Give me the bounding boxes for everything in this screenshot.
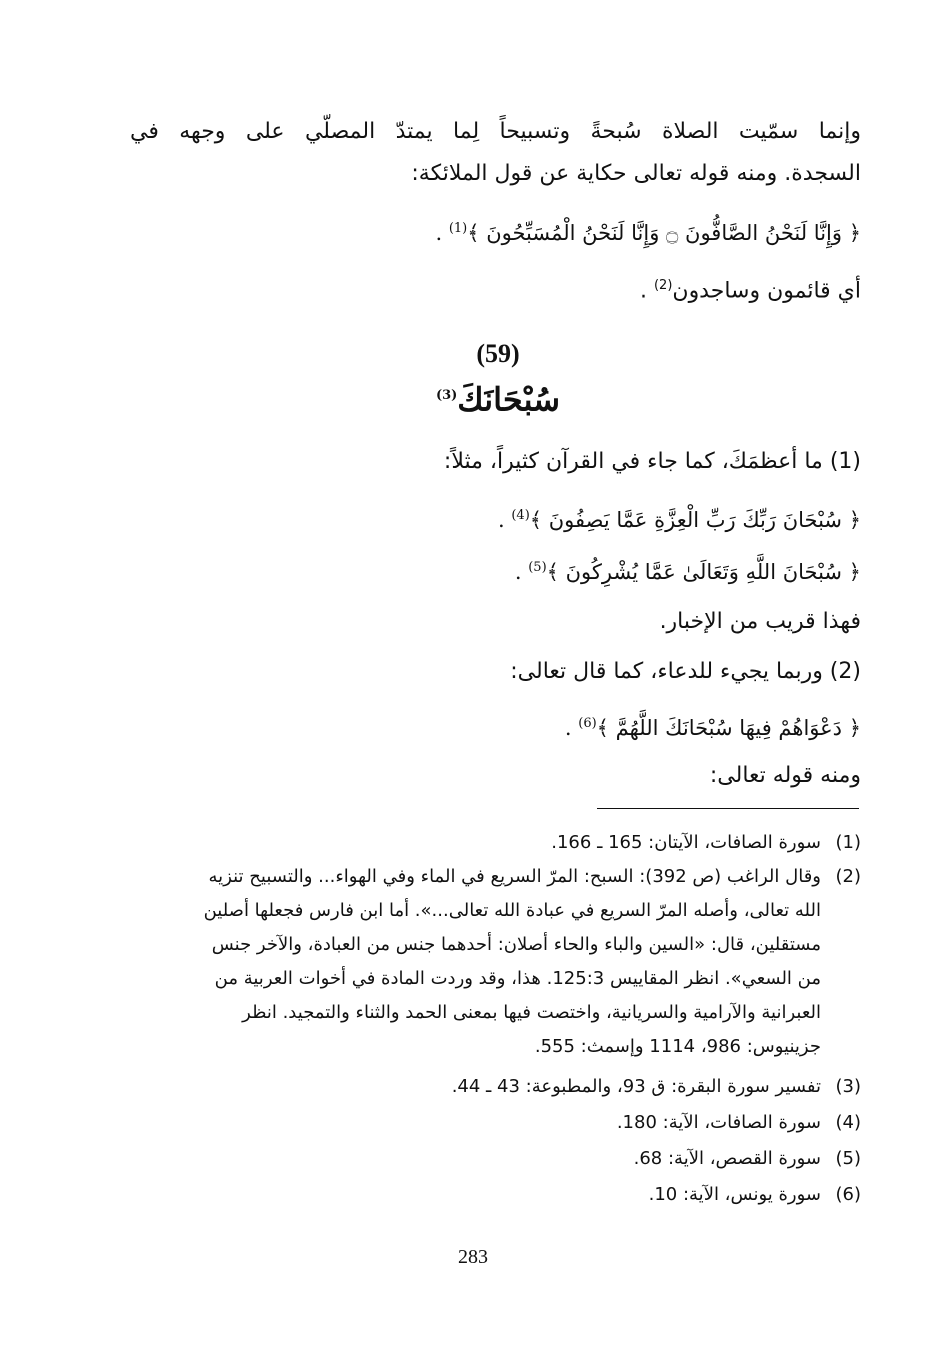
footnote-ref: (5) [528,560,547,575]
footnote-separator [597,808,859,809]
paragraph-line: فهذا قريب من الإخبار. [659,609,861,634]
footnote-continuation: الله تعالى، وأصله المرّ السريع في عبادة الله تعالى...». أما ابن فارس فجعلها أصلين [203,900,821,921]
footnote [130,1180,861,1210]
footnote-ref: (3) [435,388,458,403]
punctuation: . [435,221,443,245]
page-number: 283 [458,1246,488,1268]
footnote-number: (4) [835,1112,861,1133]
footnote-continuation: من السعي». انظر المقاييس 125:3. هذا، وقد وردت المادة في أخوات العربية من [214,968,821,989]
footnote-text: سورة الصافات، الآيتان: 165 ـ 166. [551,832,821,853]
paragraph-line: (2) وربما يجيء للدعاء، كما قال تعالى: [510,659,861,684]
footnote [130,862,861,892]
verse-text: ﴿ سُبْحَانَ اللَّهِ وَتَعَالَىٰ عَمَّا يُشْرِكُونَ ﴾ [546,560,861,584]
footnote-continuation: مستقلين، قال: «السين والباء والحاء أصلان: أحدهما جنس من العبادة، والآخر جنس [211,934,821,955]
footnote-number: (3) [835,1076,861,1097]
footnote [130,828,861,858]
footnote-ref: (1) [448,221,468,236]
punctuation: . [497,508,505,532]
footnote-number: (2) [835,866,861,887]
footnote-text: سورة يونس، الآية: 10. [648,1184,821,1205]
punctuation: . [514,560,522,584]
quran-verse [130,552,861,588]
paragraph-line: (1) ما أعظمَكَ، كما جاء في القرآن كثيراً، مثلاً: [443,449,861,474]
footnote-number: (1) [835,832,861,853]
footnote-number: (5) [835,1148,861,1169]
verse-text: ﴿ سُبْحَانَ رَبِّكَ رَبِّ الْعِزَّةِ عَمَّا يَصِفُونَ ﴾ [529,508,861,532]
footnote-number: (6) [835,1184,861,1205]
quran-verse [130,213,861,249]
footnote [130,1072,861,1102]
entry-number: (59) [476,339,520,368]
entry-title [0,380,946,419]
punctuation: . [639,278,647,304]
footnote-text: تفسير سورة البقرة: ق 93، والمطبوعة: 43 ـ 44. [451,1076,821,1097]
entry-title-text: سُبْحَانَكَ [457,380,561,419]
footnote-ref: (4) [511,508,530,523]
paragraph-line [130,270,861,307]
quran-verse [130,708,861,744]
verse-text: ﴿ دَعْوَاهُمْ فِيهَا سُبْحَانَكَ اللَّهُمَّ ﴾ [596,716,861,740]
paragraph-line: وإنما سمّيت الصلاة سُبحةً وتسبيحاً لِما يمتدّ المصلّي على وجهه في [130,119,861,144]
footnote-text: سورة الصافات، الآية: 180. [616,1112,821,1133]
verse-text: ﴿ وَإِنَّا لَنَحْنُ الصَّافُّونَ ۝ وَإِنَّا لَنَحْنُ الْمُسَبِّحُونَ ﴾ [467,221,861,245]
footnote [130,1144,861,1174]
footnote-text: سورة القصص، الآية: 68. [633,1148,821,1169]
footnote-text: وقال الراغب (ص 392): السبح: المرّ السريع في الماء وفي الهواء... والتسبيح تنزيه [208,866,821,887]
footnote-continuation: جزينيوس: 986، 1114 وإسمث: 555. [534,1036,821,1057]
footnote-ref: (6) [578,716,597,731]
footnote [130,1108,861,1138]
footnote-continuation: العبرانية والآرامية والسريانية، واختصت فيها بمعنى الحمد والثناء والتمجيد. انظر [242,1002,821,1023]
paragraph-text: أي قائمون وساجدون [672,278,861,304]
paragraph-line: ومنه قوله تعالى: [709,763,861,788]
paragraph-line: السجدة. ومنه قوله تعالى حكاية عن قول الملائكة: [411,161,861,186]
punctuation: . [564,716,572,740]
footnote-ref: (2) [653,278,673,293]
quran-verse [130,500,861,536]
